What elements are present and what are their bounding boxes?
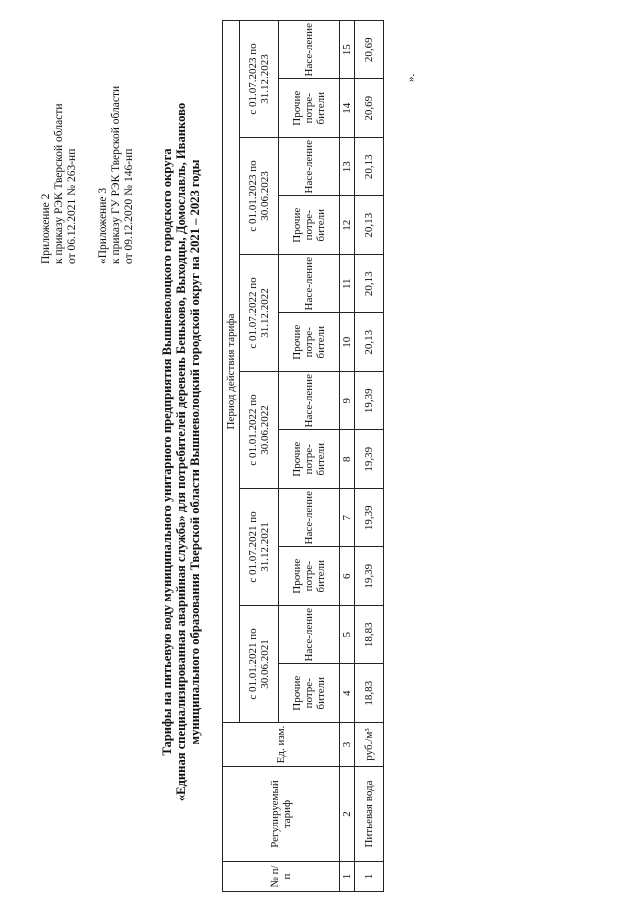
subcol-other: Прочие потре-бители [279,430,340,489]
subcol-population: Насе-ление [279,138,340,197]
period-header: Период действия тарифа [223,21,240,723]
index-cell: 11 [340,255,355,314]
title-line-1: Тарифы на питьевую воду муниципального унитарного предприятия Вышневолоцкого городского округа [160,148,174,756]
subcol-population: Насе-ление [279,489,340,548]
subcol-other: Прочие потре-бители [279,547,340,606]
period-6: с 01.07.2023 по 31.12.2023 [240,21,279,138]
value-cell: 20,69 [355,21,384,80]
title-line-2: «Единая специализированная аварийная служба» для потребителей деревень Беньково, Выходцы, Домославль, Иванково [174,102,188,802]
value-cell: 20,13 [355,313,384,372]
subcol-other: Прочие потре-бители [279,79,340,138]
subcol-population: Насе-ление [279,21,340,80]
table-row [355,21,384,892]
col-tariff-header: Регулируемый тариф [223,767,340,862]
header-row-1 [223,21,240,892]
value-cell: 19,39 [355,489,384,548]
index-cell: 8 [340,430,355,489]
value-cell: 20,69 [355,79,384,138]
index-cell: 12 [340,196,355,255]
annex-2-order: к приказу РЭК Тверской области [53,103,65,264]
annex-2-date: от 06.12.2021 № 263-нп [66,148,78,264]
subcol-other: Прочие потре-бители [279,664,340,723]
value-cell: 20,13 [355,138,384,197]
subcol-other: Прочие потре-бители [279,313,340,372]
index-cell: 6 [340,547,355,606]
annex-3-order: к приказу ГУ РЭК Тверской области [110,85,122,264]
row-unit: руб./м³ [355,723,384,767]
value-cell: 19,39 [355,547,384,606]
index-row [340,21,355,892]
subcol-population: Насе-ление [279,255,340,314]
value-cell: 20,13 [355,196,384,255]
row-number: 1 [355,862,384,892]
tariff-table [222,20,384,892]
period-5: с 01.01.2023 по 30.06.2023 [240,138,279,255]
period-3: с 01.01.2022 по 30.06.2022 [240,372,279,489]
col-unit-header: Ед. изм. [223,723,340,767]
subcol-population: Насе-ление [279,372,340,431]
subcol-population: Насе-ление [279,606,340,665]
index-cell: 4 [340,664,355,723]
subcol-other: Прочие потре-бители [279,196,340,255]
index-cell: 14 [340,79,355,138]
value-cell: 18,83 [355,606,384,665]
value-cell: 18,83 [355,664,384,723]
annex-3-title: «Приложение 3 [97,187,109,264]
index-cell: 3 [340,723,355,767]
closing-quote-mark: ». [405,73,417,82]
annex-2-block [40,104,79,265]
index-cell: 7 [340,489,355,548]
value-cell: 19,39 [355,430,384,489]
index-cell: 5 [340,606,355,665]
value-cell: 19,39 [355,372,384,431]
index-cell: 9 [340,372,355,431]
annex-3-block [97,86,136,264]
index-cell: 1 [340,862,355,892]
index-cell: 2 [340,767,355,862]
index-cell: 10 [340,313,355,372]
period-1: с 01.01.2021 по 30.06.2021 [240,606,279,723]
document-title [160,20,202,884]
period-4: с 01.07.2022 по 31.12.2022 [240,255,279,372]
value-cell: 20,13 [355,255,384,314]
col-number-header: № п/п [223,862,340,892]
index-cell: 13 [340,138,355,197]
row-tariff-name: Питьевая вода [355,767,384,862]
annex-2-title: Приложение 2 [40,193,52,264]
period-2: с 01.07.2021 по 31.12.2021 [240,489,279,606]
annex-3-date: от 09.12.2020 № 146-нп [123,148,135,264]
index-cell: 15 [340,21,355,80]
title-line-3: муниципального образования Тверской области Вышневолоцкий городской округ на 2021 – 2023 годы [188,159,202,745]
